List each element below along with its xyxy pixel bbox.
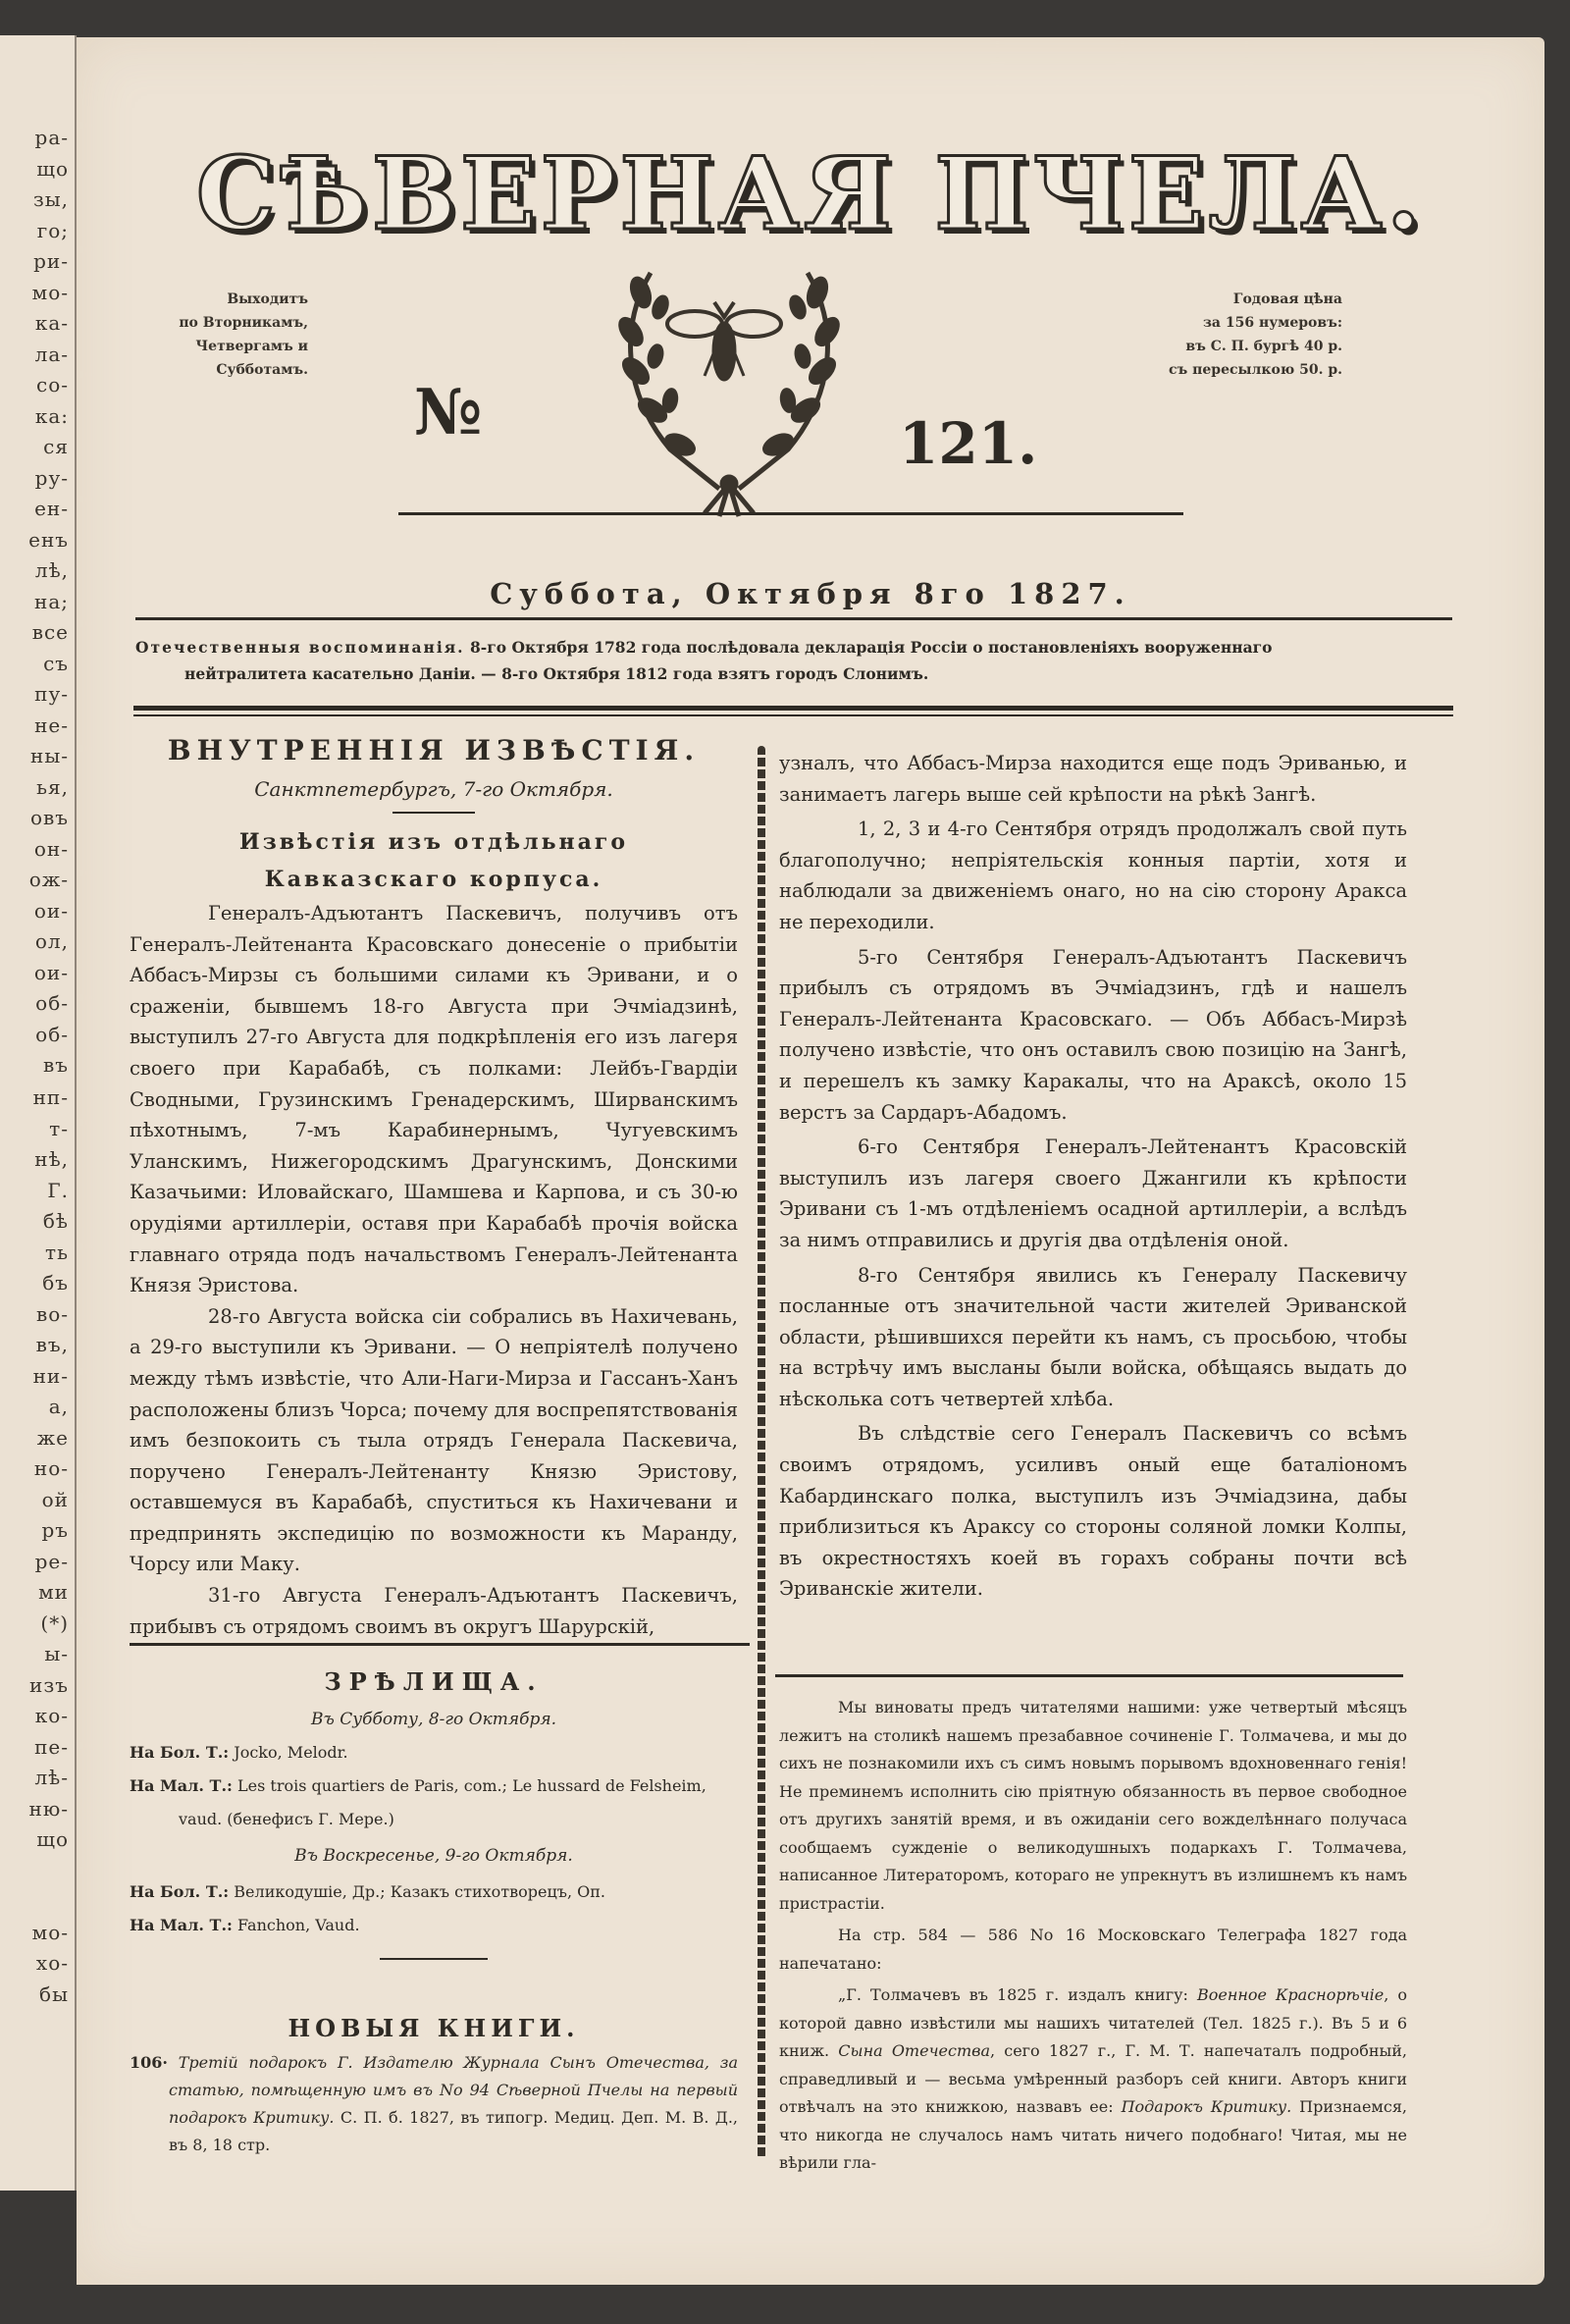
margin-fragment: ся (43, 435, 69, 458)
article-paragraph: 8-го Сентября явились къ Генералу Паскевичу посланные отъ значительной части жителей Эриванской области, рѣшившихся перейти къ намъ, съ просьбою, чтобы на встрѣчу имъ высланы были войска, обѣщаясь выдать до нѣсколька сотъ четвертей хлѣба. (779, 1263, 1407, 1410)
book-number: 106· (130, 2053, 168, 2072)
margin-fragment: ья, (36, 774, 69, 799)
venue: На Мал. Т.: (130, 1916, 233, 1934)
margin-fragment: ои- (33, 960, 69, 984)
margin-fragment: на; (34, 589, 69, 613)
section-dateline: Санктпетербургъ, 7-го Октября. (254, 777, 613, 801)
program: Великодушіе, Др.; Казакъ стихотворецъ, Оп. (234, 1882, 605, 1901)
article-paragraph: 31-го Августа Генералъ-Адъютантъ Паскевичъ, прибывъ съ отрядомъ своимъ въ округъ Шарурскій, (130, 1584, 738, 1638)
column-divider (758, 746, 765, 2159)
margin-fragment: об- (35, 1022, 69, 1046)
margin-fragment: ка- (34, 311, 69, 335)
article-paragraph: Генералъ-Адъютантъ Паскевичъ, получивъ отъ Генералъ-Лейтенанта Красовскаго донесеніе о прибытіи Аббасъ-Мирзы съ большими силами къ Эривани, и о сраженіи, бывшемъ 18-го Августа при Эчміадзинѣ, выступилъ 27-го Августа для подкрѣпленія его изъ лагеря своего при Карабабѣ, съ полками: Лейбъ-Гвардіи Сводными, Грузинскимъ Гренадерскимъ, Ширванскимъ пѣхотнымъ, 7-мъ Карабинернымъ, Чугуевскимъ Уланскимъ, Нижегородскимъ Драгунскимъ, Донскими Казачьими: Иловайскаго, Шамшева и Карпова, и съ 30-ю орудіями артиллеріи, оставя при Карабабѣ прочія войска главнаго отряда подъ начальствомъ Генералъ-Лейтенанта Князя Эристова. (130, 902, 738, 1297)
quote-text: , сего 1827 г., Г. М. Т. напечаталъ подробный, справедливый и — весьма умѣренный разборъ сей книги. Авторъ книги отвѣчалъ на это книжкою, назвавъ ее: (779, 2041, 1407, 2116)
section-rule (392, 812, 475, 814)
margin-fragment: же (36, 1425, 69, 1450)
book-imprint: С. П. б. 1827, въ типогр. Медиц. Деп. М. В. Д., въ 8, 18 стр. (169, 2108, 739, 2154)
critique-article (779, 1694, 1407, 2178)
publication-schedule (171, 288, 308, 382)
margin-fragment: нѣ, (34, 1147, 69, 1171)
theatre-entry (130, 1769, 738, 1836)
quote-text: , о которой давно извѣстили мы нашихъ читателей (Тел. 1825 г.). Въ 5 и 6 книж. (779, 1985, 1407, 2060)
dateline-rule (135, 617, 1452, 620)
schedule-line: Выходитъ (227, 291, 308, 307)
quote-emphasis: Подарокъ Критику. (1121, 2097, 1292, 2116)
theatre-entry (130, 1909, 738, 1942)
margin-fragment: ть (45, 1240, 69, 1264)
margin-fragment: съ (43, 651, 69, 675)
quote-text: „Г. Толмачевъ въ 1825 г. издалъ книгу: (838, 1985, 1197, 2004)
article-title: Извѣстія изъ отдѣльнаго Кавказскаго корпуса. (238, 829, 629, 892)
margin-fragment: (*) (40, 1611, 69, 1635)
program: Les trois quartiers de Paris, com.; Le hussard de Felsheim, vaud. (бенефисъ Г. Мере.) (179, 1776, 706, 1828)
article-paragraph: узналъ, что Аббасъ-Мирза находится еще подъ Эриванью, и занимаетъ лагерь выше сей крѣпости на рѣкѣ Зангѣ. (779, 752, 1407, 806)
margin-fragment: пе- (34, 1734, 69, 1759)
price-line: съ пересылкою 50. р. (1169, 362, 1342, 378)
venue: На Бол. Т.: (130, 1743, 230, 1762)
article-paragraph: 28-го Августа войска сіи собрались въ Нахичевань, а 29-го выступили къ Эривани. — О непріятелѣ получено между тѣмъ извѣстіе, что Али-Наги-Мирза и Гассанъ-Ханъ расположены близъ Чорса; почему для воспрепятствованія имъ безпокоить съ тыла отрядъ Генерала Паскевича, поручено Генералъ-Лейтенанту Князю Эристову, оставшемуся въ Карабабѣ, спуститься къ Нахичевани и предпринять экспедицію по возможности къ Маранду, Чорсу или Маку. (130, 1304, 738, 1576)
article-paragraph: 6-го Сентября Генералъ-Лейтенантъ Красовскій выступилъ изъ лагеря своего Джангили къ крѣпости Эривани съ 1-мъ отдѣленіемъ осадной артиллеріи, а вслѣдъ за нимъ отправились и другія два отдѣленія оной. (779, 1136, 1407, 1251)
margin-fragment: ра- (34, 126, 69, 149)
new-books (130, 2008, 738, 2159)
margin-fragment: бъ (42, 1271, 69, 1294)
margin-fragment: но- (33, 1456, 69, 1480)
remembrance-text: 8-го Октября 1782 года послѣдовала декларація Россіи о постановленіяхъ вооруженнаго (470, 638, 1273, 657)
article-paragraph: Въ слѣдствіе сего Генералъ Паскевичъ со всѣмъ своимъ отрядомъ, усиливъ оный еще баталіономъ Кабардинскаго полка, выступилъ изъ Эчміадзина, дабы приблизиться къ Араксу со стороны соляной ломки Колпы, въ окрестностяхъ коей въ горахъ собраны почти всѣ Эриванскіе жители. (779, 1422, 1407, 1601)
margin-fragment: мо- (31, 1920, 69, 1944)
schedule-line: по Вторникамъ, (179, 315, 308, 331)
article-paragraph: 1, 2, 3 и 4-го Сентября отрядъ продолжалъ свой путь благополучно; непріятельскія конныя партіи, хотя и наблюдали за движеніемъ онаго, но на сію сторону Аракса не переходили. (779, 818, 1407, 933)
margin-fragment: бѣ (42, 1209, 69, 1233)
margin-fragment: зы, (32, 187, 69, 211)
theatre-entry (130, 1875, 738, 1909)
margin-fragment: ы- (44, 1642, 69, 1665)
margin-fragment: ко- (34, 1704, 69, 1727)
margin-fragment: ни- (32, 1363, 69, 1388)
margin-fragment: ри- (33, 249, 69, 273)
newspaper-title: СѢВЕРНАЯ ПЧЕЛА. (195, 135, 1426, 253)
margin-fragment: об- (35, 991, 69, 1015)
margin-fragment: изъ (29, 1672, 69, 1697)
schedule-line: Четвергамъ и (195, 339, 308, 354)
margin-fragment: т- (49, 1116, 69, 1140)
bee-wreath-icon (582, 263, 876, 518)
margin-fragment: ка: (34, 403, 69, 428)
double-rule-top (133, 706, 1453, 711)
price-line: за 156 нумеровъ: (1202, 315, 1342, 331)
margin-fragment: що (36, 156, 69, 181)
margin-fragment: лѣ- (34, 1766, 69, 1789)
book-title: Третій подарокъ Г. Издателю Журнала Сынъ Отечества, за статью, помѣщенную имъ въ No 94 Сѣверной Пчелы на первый подарокъ Критику. (169, 2053, 738, 2127)
margin-fragment: а, (48, 1395, 69, 1418)
margin-fragment: нп- (32, 1085, 69, 1109)
margin-fragment: ръ (41, 1518, 69, 1542)
margin-fragment: ла- (34, 342, 69, 366)
issue-dateline: Суббота, Октября 8го 1827. (490, 577, 1131, 610)
margin-fragment: лѣ, (34, 558, 69, 582)
section-title: ВНУТРЕННІЯ ИЗВѢСТІЯ. (167, 734, 701, 766)
critique-quote (779, 1981, 1407, 2178)
theatre-listings (130, 1662, 738, 1970)
annual-price (1097, 288, 1342, 382)
double-rule-bottom (133, 714, 1453, 716)
theatre-date: Въ Субботу, 8-го Октября. (310, 1710, 557, 1729)
theatre-title: ЗРѢЛИЩА. (324, 1667, 544, 1696)
book-entry (130, 2049, 738, 2159)
margin-fragment: въ, (35, 1333, 69, 1356)
issue-number-sign: № (414, 376, 483, 449)
margin-fragment: бы (39, 1981, 69, 2006)
theatre-date: Въ Воскресенье, 9-го Октября. (294, 1846, 573, 1866)
newspaper-page (77, 37, 1544, 2285)
price-line: въ С. П. бургѣ 40 р. (1185, 339, 1342, 354)
price-line: Годовая цѣна (1232, 291, 1342, 307)
quote-emphasis: Военное Краснорѣчіе (1196, 1985, 1385, 2004)
national-remembrances (135, 634, 1450, 687)
margin-fragment: во- (35, 1301, 69, 1326)
quote-emphasis: Сына Отечества (838, 2041, 990, 2060)
margin-fragment: що (36, 1827, 69, 1851)
program: Fanchon, Vaud. (237, 1916, 360, 1934)
margin-fragment: ол, (34, 929, 69, 953)
quote-text: Признаемся, что никогда не случалось намъ читать ничего подобнаго! Читая, мы не вѣрили гла- (779, 2097, 1408, 2172)
margin-fragment: ми (38, 1580, 69, 1604)
remembrance-lead: Отечественныя воспоминанія. (135, 638, 465, 657)
critique-paragraph: Мы виноваты предъ читателями нашими: уже четвертый мѣсяцъ лежитъ на столикѣ нашемъ презабавное сочиненіе Г. Толмачева, и мы до сихъ не познакомили ихъ съ симъ новымъ порывомъ вдохновеннаго генія! Не преминемъ исполнить сію пріятную обязанность въ первое свободное отъ другихъ занятій время, и въ ожиданіи сего вожделѣннаго получаса сообщаемъ сужденіе о великодушныхъ подаркахъ Г. Толмачева, написанное Литераторомъ, котораго не упрекнутъ въ излишнемъ къ намъ пристрастіи. (779, 1698, 1407, 1913)
books-title: НОВЫЯ КНИГИ. (288, 2014, 580, 2042)
margin-fragment: он- (33, 836, 69, 861)
margin-fragment: ои- (33, 898, 69, 923)
margin-fragment: не- (34, 713, 69, 737)
margin-fragment: ен- (34, 497, 69, 520)
margin-fragment: въ (43, 1053, 69, 1077)
program: Jocko, Melodr. (234, 1743, 348, 1762)
left-column (130, 729, 738, 1642)
critique-paragraph: На стр. 584 — 586 No 16 Московскаго Телеграфа 1827 года напечатано: (779, 1926, 1407, 1973)
theatre-rule (380, 1958, 488, 1960)
schedule-line: Субботамъ. (216, 362, 308, 378)
margin-fragment: ой (41, 1487, 69, 1511)
margin-fragment: ре- (34, 1549, 69, 1573)
margin-fragment: хо- (35, 1951, 69, 1975)
margin-fragment: пу- (34, 682, 69, 706)
venue: На Мал. Т.: (130, 1776, 233, 1795)
section-separator (775, 1674, 1403, 1677)
margin-fragment: енъ (28, 527, 69, 552)
margin-fragment: го; (36, 218, 69, 242)
margin-fragment: мо- (31, 280, 69, 304)
margin-fragment: со- (36, 373, 69, 396)
venue: На Бол. Т.: (130, 1882, 230, 1901)
header-rule (398, 512, 1183, 515)
right-column (779, 748, 1407, 1605)
article-paragraph: 5-го Сентября Генералъ-Адъютантъ Паскевичъ прибылъ съ отрядомъ въ Эчміадзинъ, гдѣ и нашелъ Генералъ-Лейтенанта Красовскаго. — Объ Аббасъ-Мирзѣ получено извѣстіе, что онъ оставилъ свою позицію на Зангѣ, и перешелъ къ замку Каракалы, что на Араксѣ, около 15 верстъ за Сардаръ-Абадомъ. (779, 945, 1407, 1124)
issue-number: 121. (899, 410, 1038, 477)
margin-fragment: овъ (29, 806, 69, 829)
margin-fragment: ру- (34, 465, 69, 490)
remembrance-text: нейтралитета касательно Даніи. — 8-го Октября 1812 года взятъ городъ Слонимъ. (184, 664, 929, 683)
section-separator (130, 1643, 750, 1646)
margin-fragment: ны- (29, 744, 69, 767)
previous-page-margin (0, 35, 77, 2191)
margin-fragment: все (31, 620, 69, 644)
margin-fragment: ож- (28, 868, 69, 891)
theatre-entry (130, 1736, 738, 1769)
margin-fragment: ню- (28, 1796, 69, 1821)
margin-fragment: Г. (47, 1178, 69, 1202)
